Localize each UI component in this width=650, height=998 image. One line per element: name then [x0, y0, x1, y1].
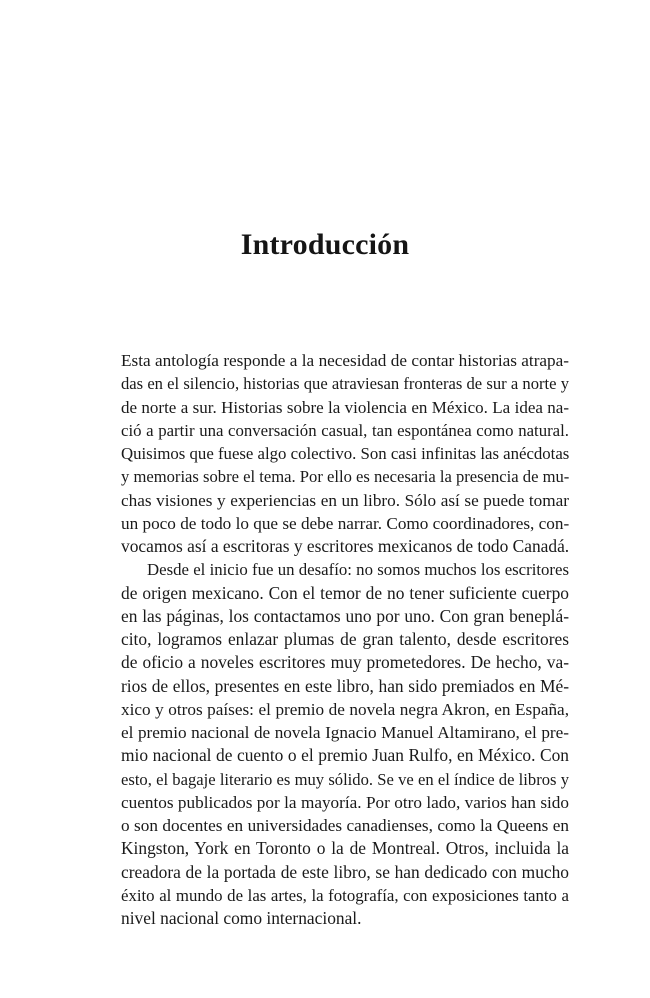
text-line: éxito al mundo de las artes, la fotografía, con exposiciones tanto a [121, 885, 569, 905]
text-line: o son docentes en universidades canadienses, como la Queens en [121, 816, 569, 835]
text-line: esto, el bagaje literario es muy sólido. Se ve en el índice de libros y [121, 769, 569, 789]
text-line: Desde el inicio fue un desafío: no somos muchos los escritores [147, 560, 569, 580]
text-line: y memorias sobre el tema. Por ello es necesaria la presencia de mu- [121, 467, 570, 487]
text-line: un poco de todo lo que se debe narrar. Como coordinadores, con- [121, 513, 570, 533]
text-line: vocamos así a escritoras y escritores mexicanos de todo Canadá. [121, 536, 570, 556]
paragraph [121, 349, 569, 558]
text-line: Esta antología responde a la necesidad de contar historias atrapa- [121, 351, 569, 370]
text-line: mio nacional de cuento o el premio Juan Rulfo, en México. Con [121, 745, 569, 766]
text-line: en las páginas, los contactamos uno por uno. Con gran beneplá- [121, 605, 569, 626]
text-line: rios de ellos, presentes en este libro, han sido premiados en Mé- [121, 675, 569, 696]
text-line: chas visiones y experiencias en un libro. Sólo así se puede tomar [121, 490, 569, 510]
text-line: Kingston, York en Toronto o la de Montreal. Otros, incluida la [121, 838, 569, 859]
text-line: creadora de la portada de este libro, se han dedicado con mucho [121, 861, 569, 882]
text-line: ció a partir una conversación casual, tan espontánea como natural. [121, 420, 569, 440]
text-line: de norte a sur. Historias sobre la violencia en México. La idea na- [121, 397, 569, 417]
chapter-title: Introducción [240, 228, 410, 261]
body-text [121, 349, 569, 930]
text-line: de origen mexicano. Con el temor de no tener suficiente cuerpo [121, 582, 569, 603]
text-line: nivel nacional como internacional. [121, 908, 362, 928]
text-line: xico y otros países: el premio de novela negra Akron, en España, [121, 699, 569, 719]
text-line: Quisimos que fuese algo colectivo. Son casi infinitas las anécdotas [121, 444, 570, 463]
paragraph [121, 558, 569, 930]
text-line: cito, logramos enlazar plumas de gran talento, desde escritores [121, 629, 569, 649]
text-line: das en el silencio, historias que atraviesan fronteras de sur a norte y [121, 374, 569, 394]
text-line: de oficio a noveles escritores muy prometedores. De hecho, va- [121, 652, 569, 673]
text-line: cuentos publicados por la mayoría. Por otro lado, varios han sido [121, 792, 569, 812]
text-line: el premio nacional de novela Ignacio Manuel Altamirano, el pre- [121, 723, 569, 742]
